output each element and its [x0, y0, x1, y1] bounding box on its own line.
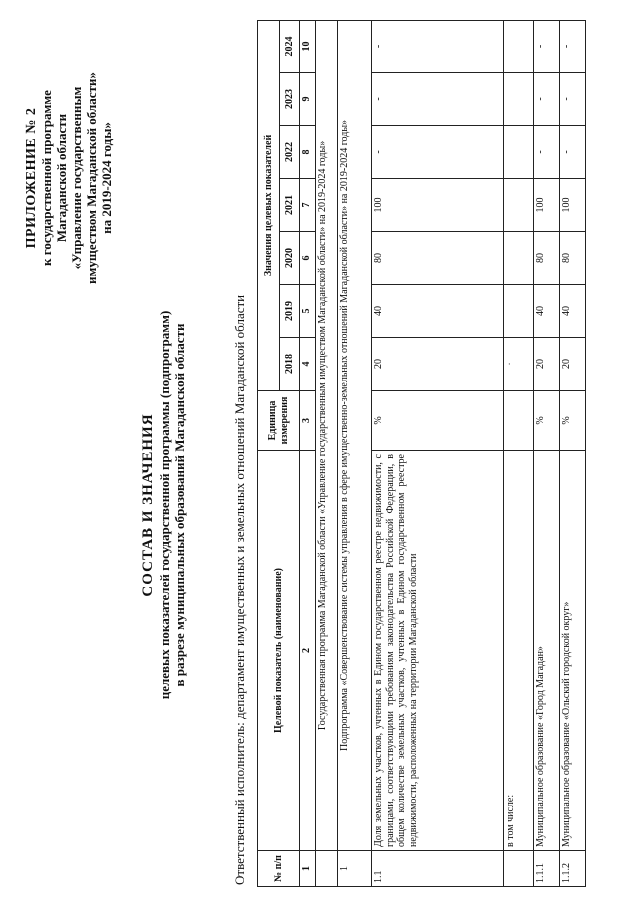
value-2024: - [372, 20, 504, 72]
value-2018: 20 [534, 338, 560, 391]
header-year: 2023 [280, 73, 300, 126]
indicator-name: Доля земельных участков, учтенных в Едином государственном реестре недвижимости, с границами, соответствующими требованиям законодательства Российской Федерации, в общем количестве земельных участков, учтенных в Едином государственном реестре недвижимости, расположенных на территории Магаданской области [372, 451, 504, 851]
title-line-3: в разрезе муниципальных образований Магаданской области [172, 323, 187, 687]
value-2021: 100 [372, 179, 504, 232]
subprogram-name: Подпрограмма «Совершенствование системы управления в сфере имущественно-земельных отношений Магаданской области» на 2019-2024 годы» [338, 20, 372, 850]
appendix-block [24, 28, 114, 328]
appendix-line: Магаданской области [54, 113, 69, 243]
indicator-name: Муниципальное образование «Город Магадан» [534, 451, 560, 851]
header-year: 2019 [280, 285, 300, 338]
document-title [140, 225, 187, 785]
value-2020 [504, 232, 534, 285]
column-number: 8 [300, 126, 316, 179]
row-number: 1.1.2 [560, 851, 586, 887]
title-line-1: СОСТАВ И ЗНАЧЕНИЯ [140, 413, 156, 597]
value-2024 [504, 20, 534, 72]
value-2022: - [534, 126, 560, 179]
header-year: 2018 [280, 338, 300, 391]
table-row [560, 20, 586, 886]
title-line-2: целевых показателей государственной программы (подпрограмм) [157, 310, 172, 700]
value-2021: 100 [560, 179, 586, 232]
column-number: 2 [300, 451, 316, 851]
column-number: 5 [300, 285, 316, 338]
indicators-table [257, 20, 586, 887]
row-number: 1.1 [372, 851, 504, 887]
value-2021: 100 [534, 179, 560, 232]
value-2020: 80 [372, 232, 504, 285]
header-values: Значения целевых показателей [258, 20, 280, 390]
column-number: 9 [300, 73, 316, 126]
appendix-heading: ПРИЛОЖЕНИЕ № 2 [24, 107, 39, 249]
responsible-executor: Ответственный исполнитель: департамент имущественных и земельных отношений Магаданской области [232, 294, 247, 885]
value-2023 [504, 73, 534, 126]
value-2018: 20 [560, 338, 586, 391]
subprogram-row [338, 20, 372, 886]
table-row [534, 20, 560, 886]
column-number: 3 [300, 391, 316, 451]
table-row [372, 20, 504, 886]
table-row [504, 20, 534, 886]
value-2022: - [560, 126, 586, 179]
column-number: 1 [300, 851, 316, 887]
value-2023: - [372, 73, 504, 126]
column-number: 7 [300, 179, 316, 232]
value-2018: · [504, 338, 534, 391]
column-number: 6 [300, 232, 316, 285]
program-number [316, 851, 338, 887]
appendix-line: к государственной программе [39, 90, 54, 266]
value-2019: 40 [372, 285, 504, 338]
header-year: 2021 [280, 179, 300, 232]
indicator-unit: % [372, 391, 504, 451]
appendix-line: «Управление государственным [69, 86, 84, 270]
program-name: Государственная программа Магаданской области «Управление государственным имуществом Магаданской области» на 2019-2024 годы» [316, 20, 338, 850]
header-number: № п/п [258, 851, 300, 887]
value-2022 [504, 126, 534, 179]
appendix-line: имуществом Магаданской области» [84, 72, 99, 284]
value-2019: 40 [534, 285, 560, 338]
column-number: 10 [300, 20, 316, 72]
header-unit: Единица измерения [258, 391, 300, 451]
value-2023: - [534, 73, 560, 126]
row-number: 1.1.1 [534, 851, 560, 887]
value-2024: - [560, 20, 586, 72]
column-numbering-row [300, 20, 316, 886]
column-number: 4 [300, 338, 316, 391]
appendix-line: на 2019-2024 годы» [99, 122, 114, 234]
value-2020: 80 [534, 232, 560, 285]
value-2023: - [560, 73, 586, 126]
indicator-unit [504, 391, 534, 451]
value-2021 [504, 179, 534, 232]
indicator-unit: % [560, 391, 586, 451]
header-year: 2020 [280, 232, 300, 285]
header-year: 2024 [280, 20, 300, 72]
value-2024: - [534, 20, 560, 72]
value-2018: 20 [372, 338, 504, 391]
indicator-unit: % [534, 391, 560, 451]
header-indicator-name: Целевой показатель (наименование) [258, 451, 300, 851]
indicator-name: в том числе: [504, 451, 534, 851]
program-row [316, 20, 338, 886]
value-2019: 40 [560, 285, 586, 338]
indicator-name: Муниципальное образование «Ольский городской округ» [560, 451, 586, 851]
value-2022: - [372, 126, 504, 179]
value-2019 [504, 285, 534, 338]
header-year: 2022 [280, 126, 300, 179]
value-2020: 80 [560, 232, 586, 285]
subprogram-number: 1 [338, 851, 372, 887]
row-number [504, 851, 534, 887]
